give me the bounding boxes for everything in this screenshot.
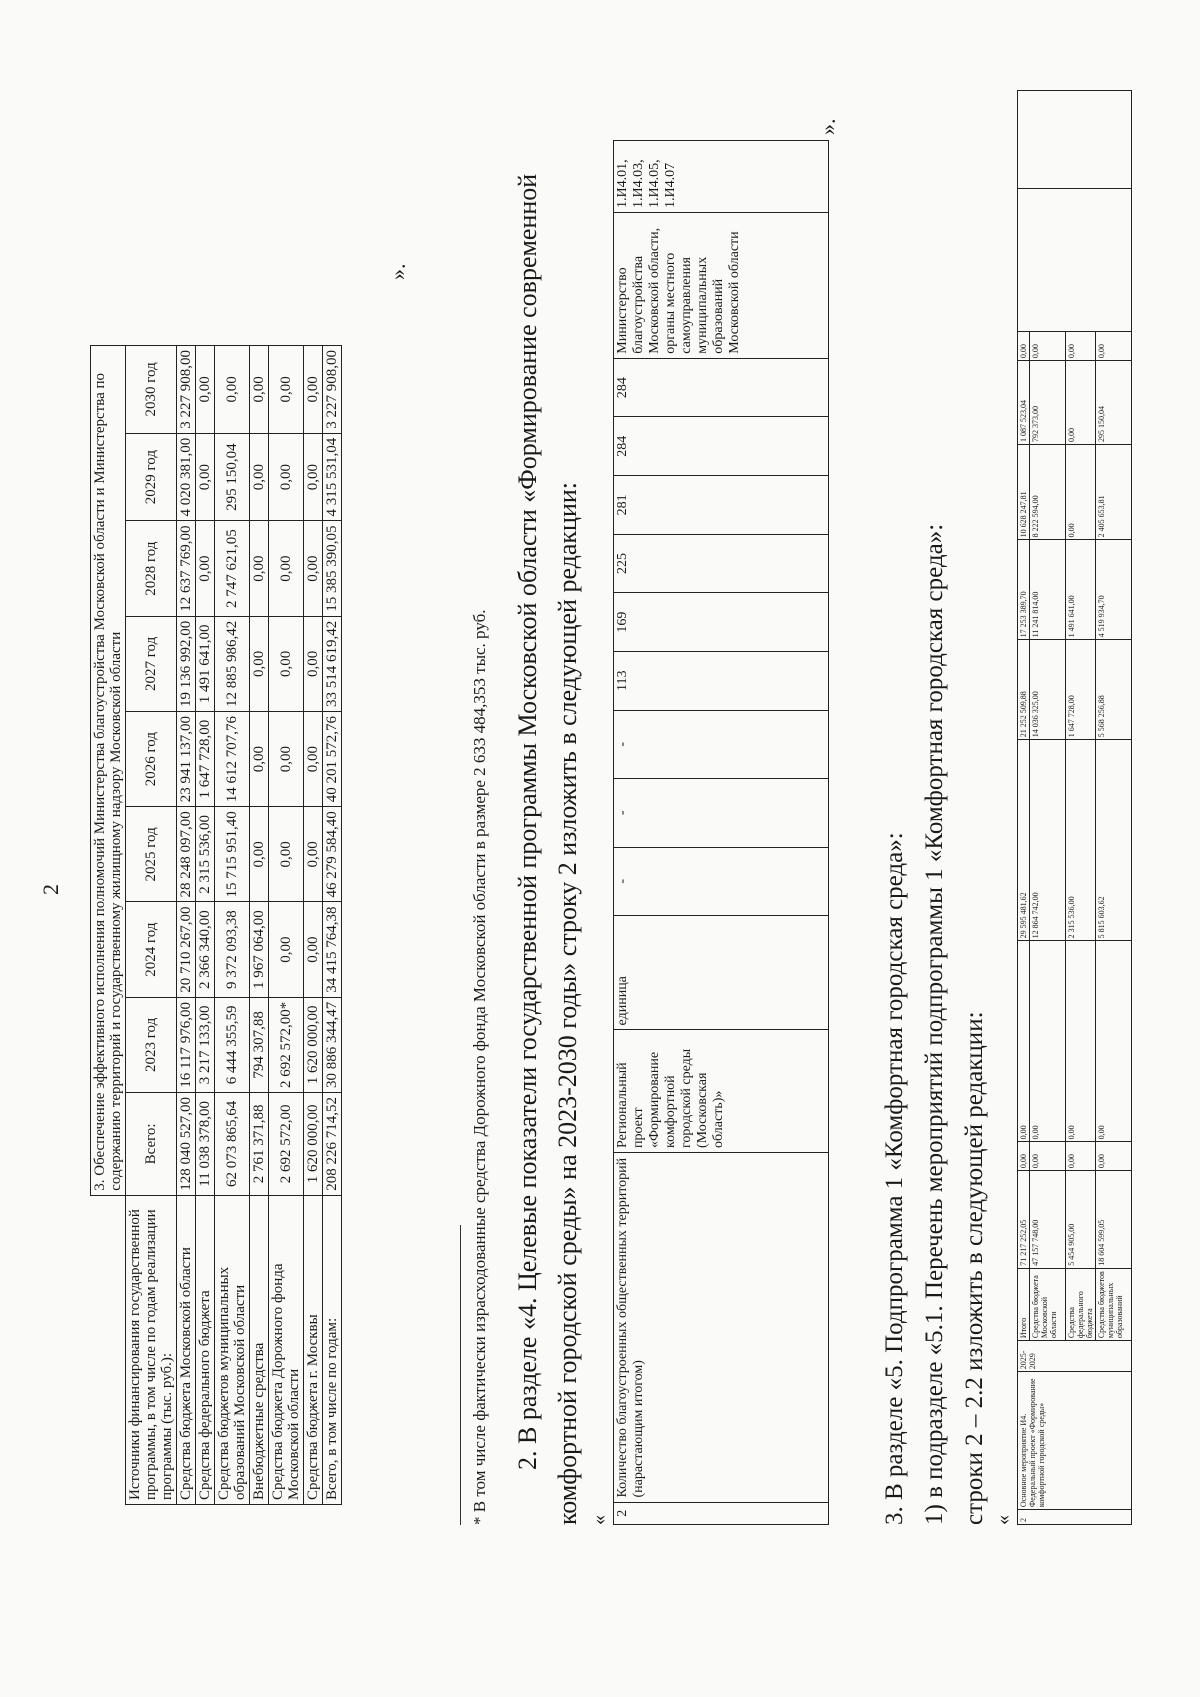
cell: 47 157 748,00 xyxy=(1030,1171,1066,1269)
row-label: Внебюджетные средства xyxy=(250,1195,269,1504)
cell: 169 xyxy=(614,593,829,652)
closing-quote-mark: ». xyxy=(385,263,410,280)
column-header: 2024 год xyxy=(126,902,177,997)
cell: - xyxy=(614,779,829,848)
column-header: 2027 год xyxy=(126,616,177,711)
row-number: 2 xyxy=(1018,1510,1132,1525)
row-label: Средства федерального бюджета xyxy=(1066,1268,1096,1340)
cell: 0,00 xyxy=(304,346,323,434)
section-3-line: 3. В разделе «5. Подпрограмма 1 «Комфортная городская среда»: xyxy=(881,832,908,1525)
table-row xyxy=(269,346,304,1505)
cell: 0,00 xyxy=(304,712,323,807)
cell: 8 222 594,00 xyxy=(1030,445,1066,540)
cell: 295 150,04 xyxy=(1096,361,1132,445)
section-2-line: 2. В разделе «4. Целевые показатели государственной программы Московской области «Формирование современной xyxy=(513,173,542,1470)
cell: 1 620 000,00 xyxy=(304,997,323,1092)
cell: 0,00 xyxy=(269,433,304,521)
row-label: Средства бюджета г. Москвы xyxy=(304,1195,323,1504)
cell: 0,00 xyxy=(1066,445,1096,540)
cell: 284 xyxy=(614,358,829,417)
cell: 0,00 xyxy=(304,521,323,616)
cell: 0,00 xyxy=(1018,332,1030,361)
cell: - xyxy=(614,847,829,916)
cell: 0,00 xyxy=(1018,941,1030,1142)
cell: 295 150,04 xyxy=(215,433,250,521)
cell: 1 620 000,00 xyxy=(304,1093,323,1196)
cell: 62 073 865,64 xyxy=(215,1093,250,1196)
cell: 0,00 xyxy=(250,521,269,616)
cell: 29 595 481,62 xyxy=(1018,740,1030,941)
opening-quote-mark: « xyxy=(588,1515,610,1525)
cell: 0,00 xyxy=(1066,941,1096,1142)
cell: 0,00 xyxy=(304,433,323,521)
table-row xyxy=(304,346,323,1505)
row-label: Всего, в том числе по годам: xyxy=(323,1195,342,1504)
cell: - xyxy=(614,710,829,779)
cell: 40 201 572,76 xyxy=(323,712,342,807)
cell: 15 715 951,40 xyxy=(215,807,250,902)
cell: 11 038 378,00 xyxy=(196,1093,215,1196)
cell: 0,00 xyxy=(250,807,269,902)
cell: 0,00 xyxy=(269,616,304,711)
cell: 16 117 976,00 xyxy=(177,997,196,1092)
cell: 0,00 xyxy=(1018,1142,1030,1171)
cell: 0,00 xyxy=(1096,1142,1132,1171)
cell: 21 252 509,88 xyxy=(1018,640,1030,740)
activity-period: 2025-2029 xyxy=(1018,1341,1132,1372)
cell: 6 444 355,59 xyxy=(215,997,250,1092)
row-number: 2 xyxy=(614,1502,829,1524)
table-empty-cell xyxy=(1018,188,1132,332)
source-header: Источники финансирования государственной программы, в том числе по годам реализации программы (тыс. руб.): xyxy=(126,1195,177,1504)
cell: 0,00 xyxy=(1030,332,1066,361)
linked-activities: 1.И4.01, 1.И4.03, 1.И4.05, 1.И4.07 xyxy=(614,141,829,213)
table-row xyxy=(1018,91,1030,1525)
cell: 0,00 xyxy=(196,521,215,616)
cell: 12 637 769,00 xyxy=(177,521,196,616)
cell: 794 307,88 xyxy=(250,997,269,1092)
cell: 71 217 252,05 xyxy=(1018,1171,1030,1269)
cell: 0,00 xyxy=(196,346,215,434)
cell: 4 020 381,00 xyxy=(177,433,196,521)
cell: 28 248 097,00 xyxy=(177,807,196,902)
cell: 2 747 621,05 xyxy=(215,521,250,616)
cell: 0,00 xyxy=(269,712,304,807)
cell: 23 941 137,00 xyxy=(177,712,196,807)
cell: 11 241 814,00 xyxy=(1030,540,1066,640)
cell: 1 647 728,00 xyxy=(1066,640,1096,740)
page-number: 2 xyxy=(38,884,63,895)
cell: 9 372 093,38 xyxy=(215,902,250,997)
cell: 128 040 527,00 xyxy=(177,1093,196,1196)
cell: 3 227 908,00 xyxy=(323,346,342,434)
column-header: 2026 год xyxy=(126,712,177,807)
indicator-unit: единица xyxy=(614,916,829,1030)
cell: 3 217 133,00 xyxy=(196,997,215,1092)
cell: 33 514 619,42 xyxy=(323,616,342,711)
section-2-text xyxy=(508,105,588,1525)
cell: 5 815 603,62 xyxy=(1096,740,1132,941)
cell: 792 373,00 xyxy=(1030,361,1066,445)
cell: 0,00 xyxy=(196,433,215,521)
responsible-body: Министерство благоустройства Московской области, органы местного самоуправления муниципальных образований Московской области xyxy=(614,212,829,358)
cell: 12 864 742,00 xyxy=(1030,740,1066,941)
cell: 18 604 599,05 xyxy=(1096,1171,1132,1269)
row-label: Средства федерального бюджета xyxy=(196,1195,215,1504)
cell: 4 315 531,04 xyxy=(323,433,342,521)
cell: 0,00 xyxy=(250,712,269,807)
cell: 12 885 986,42 xyxy=(215,616,250,711)
cell: 34 415 764,38 xyxy=(323,902,342,997)
cell: 0,00 xyxy=(269,902,304,997)
cell: 2 692 572,00* xyxy=(269,997,304,1092)
row-label: Средства бюджета Московской области xyxy=(1030,1268,1066,1340)
table-topic: 3. Обеспечение эффективного исполнения полномочий Министерства благоустройства Московской области и Министерства по содержанию территорий и государственному жилищному надзору Московской области xyxy=(91,346,126,1196)
cell: 19 136 992,00 xyxy=(177,616,196,711)
row-label: Средства бюджета Дорожного фонда Московской области xyxy=(269,1195,304,1504)
cell: 14 612 707,76 xyxy=(215,712,250,807)
cell: 4 519 934,70 xyxy=(1096,540,1132,640)
row-label: Итого xyxy=(1018,1268,1030,1340)
cell: 30 886 344,47 xyxy=(323,997,342,1092)
row-label: Средства бюджетов муниципальных образований xyxy=(1096,1268,1132,1340)
cell: 2 692 572,00 xyxy=(269,1093,304,1196)
cell: 0,00 xyxy=(1030,1142,1066,1171)
column-header: 2030 год xyxy=(126,346,177,434)
cell: 208 226 714,52 xyxy=(323,1093,342,1196)
cell: 0,00 xyxy=(1096,941,1132,1142)
table-row xyxy=(250,346,269,1505)
cell: 2 315 536,00 xyxy=(1066,740,1096,941)
footnote-separator xyxy=(460,1225,461,1525)
rotated-content xyxy=(30,25,1170,1675)
row-label: Средства бюджетов муниципальных образований Московской области xyxy=(215,1195,250,1504)
cell: 0,00 xyxy=(215,346,250,434)
table-row xyxy=(215,346,250,1505)
cell: 225 xyxy=(614,534,829,593)
cell: 1 647 728,00 xyxy=(196,712,215,807)
financing-table xyxy=(90,345,342,1505)
cell: 2 405 653,81 xyxy=(1096,445,1132,540)
indicator-name: Количество благоустроенных общественных территорий (нарастающим итогом) xyxy=(614,1153,829,1503)
cell: 0,00 xyxy=(269,807,304,902)
cell: 2 315 536,00 xyxy=(196,807,215,902)
column-header: 2029 год xyxy=(126,433,177,521)
cell: 1 967 064,00 xyxy=(250,902,269,997)
cell: 113 xyxy=(614,651,829,710)
cell: 0,00 xyxy=(1066,1142,1096,1171)
cell: 0,00 xyxy=(304,807,323,902)
closing-quote-mark: ». xyxy=(815,118,840,135)
cell: 0,00 xyxy=(250,616,269,711)
table-empty-cell xyxy=(91,1195,126,1504)
cell: 0,00 xyxy=(1096,332,1132,361)
cell: 15 385 390,05 xyxy=(323,521,342,616)
activities-table xyxy=(1017,90,1132,1525)
cell: 1 491 641,00 xyxy=(196,616,215,711)
opening-quote-mark: « xyxy=(992,1515,1014,1525)
section-3-line: строки 2 – 2.2 изложить в следующей редакции: xyxy=(961,1011,988,1525)
table-empty-cell xyxy=(1018,91,1132,189)
cell: 0,00 xyxy=(250,346,269,434)
cell: 0,00 xyxy=(269,521,304,616)
activity-name: Основное мероприятие И4. Федеральный проект «Формирование комфортной городской среды» xyxy=(1018,1372,1132,1510)
cell: 5 454 905,00 xyxy=(1066,1171,1096,1269)
cell: 20 710 267,00 xyxy=(177,902,196,997)
cell: 0,00 xyxy=(304,902,323,997)
indicator-type: Региональный проект «Формирование комфортной городской среды (Московская область)» xyxy=(614,1030,829,1153)
cell: 0,00 xyxy=(269,346,304,434)
section-3-line: 1) в подразделе «5.1. Перечень мероприятий подпрограммы 1 «Комфортная городская среда»: xyxy=(921,523,948,1525)
cell: 2 761 371,88 xyxy=(250,1093,269,1196)
column-header: Всего: xyxy=(126,1093,177,1196)
cell: 1 491 641,00 xyxy=(1066,540,1096,640)
column-header: 2023 год xyxy=(126,997,177,1092)
section-2-line: комфортной городской среды» на 2023-2030 годы» строку 2 изложить в следующей редакции: xyxy=(553,481,582,1525)
table-row xyxy=(196,346,215,1505)
column-header: 2028 год xyxy=(126,521,177,616)
cell: 0,00 xyxy=(1030,941,1066,1142)
cell: 284 xyxy=(614,417,829,476)
table-row xyxy=(323,346,342,1505)
cell: 10 628 247,81 xyxy=(1018,445,1030,540)
cell: 281 xyxy=(614,476,829,535)
cell: 5 568 256,88 xyxy=(1096,640,1132,740)
footnote: * В том числе фактически израсходованные средства Дорожного фонда Московской области в размере 2 633 484,353 тыс. руб. xyxy=(470,609,489,1525)
cell: 1 087 523,04 xyxy=(1018,361,1030,445)
table-row xyxy=(614,141,829,1525)
section-3-text xyxy=(875,105,995,1525)
cell: 0,00 xyxy=(1066,361,1096,445)
cell: 0,00 xyxy=(304,616,323,711)
cell: 17 253 389,70 xyxy=(1018,540,1030,640)
cell: 46 279 584,40 xyxy=(323,807,342,902)
cell: 3 227 908,00 xyxy=(177,346,196,434)
cell: 2 366 340,00 xyxy=(196,902,215,997)
cell: 0,00 xyxy=(1066,332,1096,361)
table-row xyxy=(177,346,196,1505)
column-header: 2025 год xyxy=(126,807,177,902)
row-label: Средства бюджета Московской области xyxy=(177,1195,196,1504)
cell: 0,00 xyxy=(250,433,269,521)
indicator-table xyxy=(613,140,829,1525)
cell: 14 036 325,00 xyxy=(1030,640,1066,740)
